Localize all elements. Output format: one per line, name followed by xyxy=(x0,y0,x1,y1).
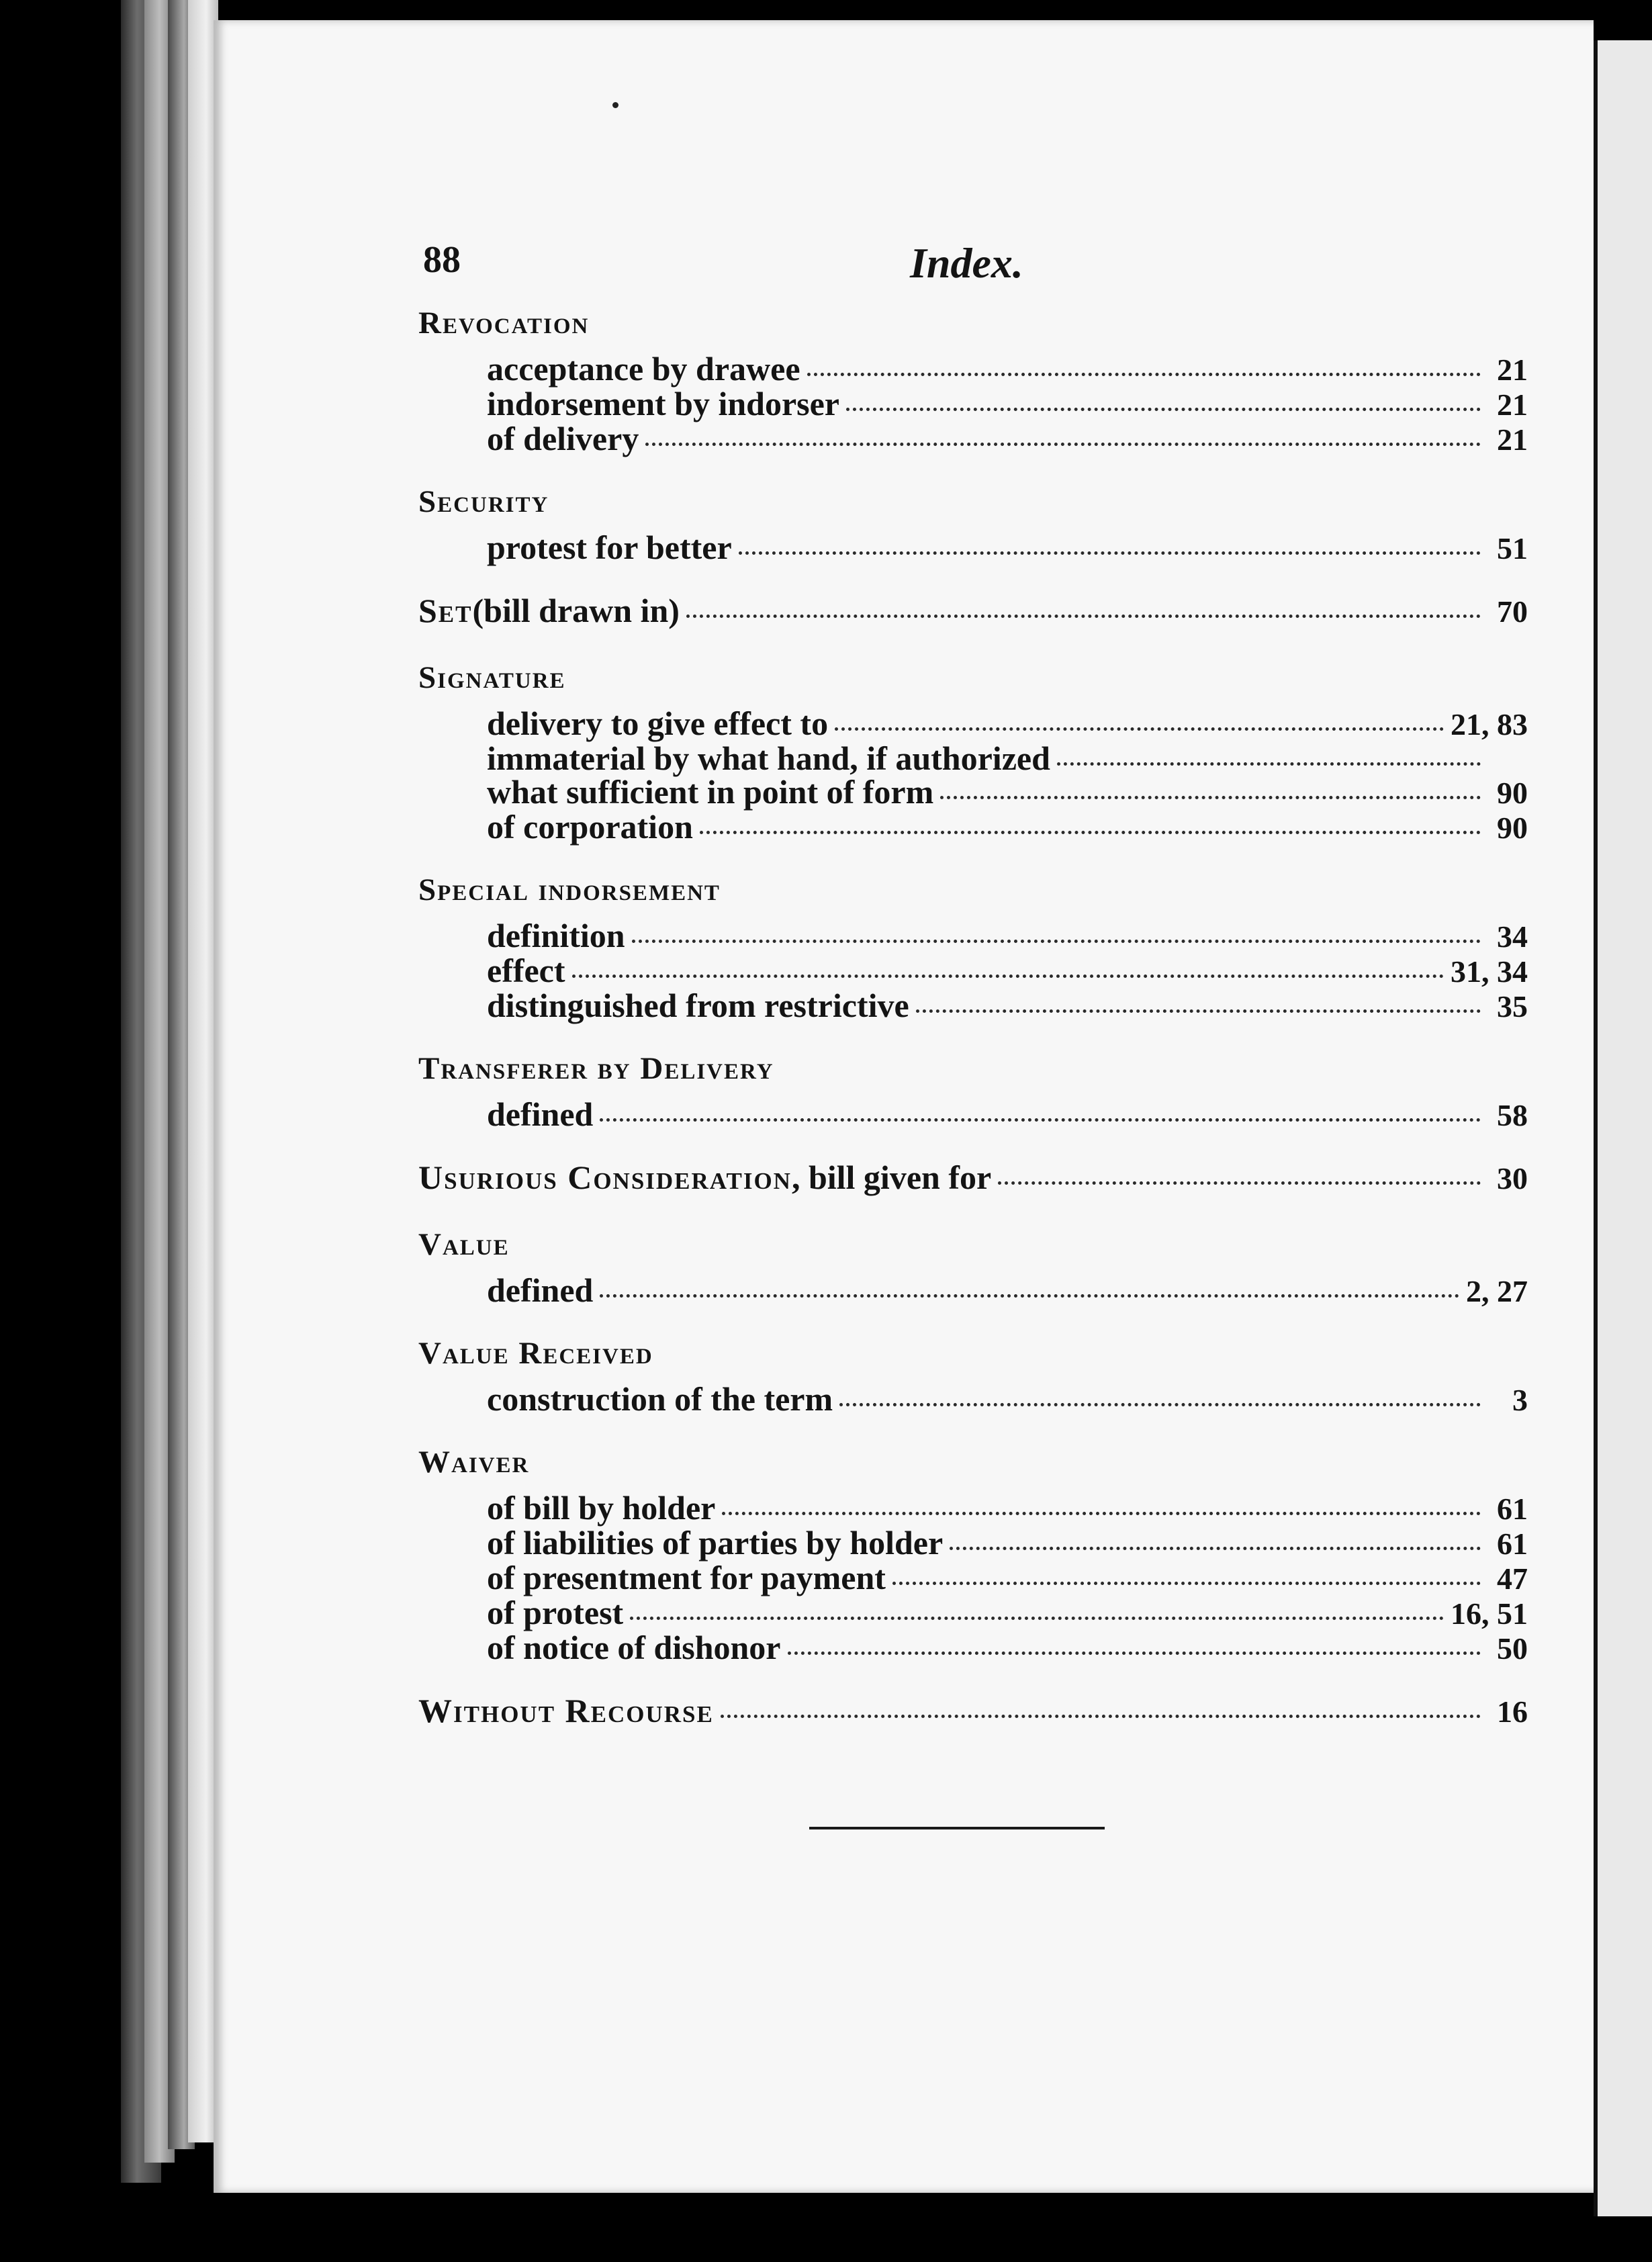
index-entry xyxy=(413,1596,1528,1631)
index-heading-suffix: , bill given for xyxy=(791,1159,992,1196)
page-reference: 21 xyxy=(1497,353,1528,387)
dot-leader xyxy=(788,1652,1481,1655)
index-section xyxy=(413,302,1528,457)
page-reference: 70 xyxy=(1497,594,1528,629)
dot-leader xyxy=(700,831,1481,834)
index-entry xyxy=(413,422,1528,457)
index-entry-term: of presentment for payment xyxy=(487,1559,886,1596)
page-reference: 50 xyxy=(1497,1631,1528,1666)
index-entry-term: of notice of dishonor xyxy=(487,1629,781,1666)
page-reference: 2, 27 xyxy=(1466,1274,1528,1308)
index-entry xyxy=(413,919,1528,954)
index-entry xyxy=(413,1491,1528,1526)
dot-leader xyxy=(835,727,1444,731)
index-list xyxy=(413,302,1528,1733)
page-header xyxy=(413,238,1528,302)
index-heading: Special indorsement xyxy=(418,872,721,907)
page-reference: 21 xyxy=(1497,422,1528,457)
index-entry-term: effect xyxy=(487,952,565,989)
index-section xyxy=(413,657,1528,845)
index-heading: Value Received xyxy=(418,1336,653,1371)
index-entry xyxy=(413,707,1528,741)
index-heading: Signature xyxy=(418,660,566,695)
index-heading: Waiver xyxy=(418,1445,530,1480)
page-reference: 34 xyxy=(1497,919,1528,954)
index-section xyxy=(413,1224,1528,1308)
facing-page-edge xyxy=(1594,40,1652,2216)
index-entry-term: distinguished from restrictive xyxy=(487,987,909,1024)
index-entry-term: of protest xyxy=(487,1594,624,1631)
page-reference: 16, 51 xyxy=(1451,1596,1528,1631)
page-reference: 61 xyxy=(1497,1492,1528,1526)
index-section xyxy=(413,1048,1528,1132)
index-entry xyxy=(413,387,1528,422)
dot-leader xyxy=(630,1617,1444,1620)
index-section xyxy=(413,1157,1528,1200)
page-reference: 21 xyxy=(1497,388,1528,422)
index-entry xyxy=(413,1273,1528,1308)
dot-leader xyxy=(839,1403,1481,1406)
index-heading-entry xyxy=(413,1690,1528,1733)
index-entry-term: what sufficient in point of form xyxy=(487,773,934,811)
dot-leader xyxy=(632,940,1481,943)
index-entry xyxy=(413,1382,1528,1417)
page-reference: 90 xyxy=(1497,776,1528,810)
dot-leader xyxy=(572,975,1444,978)
running-title: Index. xyxy=(910,239,1023,287)
index-entry-term: of corporation xyxy=(487,808,693,846)
dot-leader xyxy=(721,1715,1481,1718)
index-heading-suffix: (bill drawn in) xyxy=(472,592,680,629)
page-reference: 3 xyxy=(1512,1383,1528,1417)
page-reference: 30 xyxy=(1497,1161,1528,1195)
index-section xyxy=(413,1441,1528,1666)
index-entry-term: of bill by holder xyxy=(487,1489,716,1527)
dot-leader xyxy=(950,1547,1481,1550)
page-reference: 21, 83 xyxy=(1451,707,1528,741)
dot-leader xyxy=(1057,762,1481,766)
index-entry-term: defined xyxy=(487,1095,594,1133)
index-entry-term: acceptance by drawee xyxy=(487,350,800,388)
index-content xyxy=(413,238,1528,1829)
page-reference: 31, 34 xyxy=(1451,954,1528,989)
index-entry-term: definition xyxy=(487,917,625,954)
ink-speck xyxy=(612,102,618,108)
index-section xyxy=(413,1332,1528,1417)
index-entry xyxy=(413,352,1528,387)
index-heading: Value xyxy=(418,1227,510,1262)
dot-leader xyxy=(686,615,1481,618)
index-entry-term: delivery to give effect to xyxy=(487,705,829,742)
page-reference: 61 xyxy=(1497,1527,1528,1561)
page-number: 88 xyxy=(423,239,461,281)
index-entry-term: of delivery xyxy=(487,420,639,457)
dot-leader xyxy=(600,1294,1459,1298)
index-entry-term: defined xyxy=(487,1271,594,1309)
page-reference: 16 xyxy=(1497,1694,1528,1729)
index-heading: Security xyxy=(418,484,549,519)
index-entry-term: indorsement by indorser xyxy=(487,385,839,422)
index-entry-term: protest for better xyxy=(487,529,732,566)
end-rule xyxy=(809,1827,1105,1829)
index-entry-term: immaterial by what hand, if authorized xyxy=(487,739,1050,777)
dot-leader xyxy=(846,408,1481,411)
dot-leader xyxy=(998,1181,1481,1185)
index-entry xyxy=(413,1561,1528,1596)
index-entry-term: construction of the term xyxy=(487,1380,833,1418)
page-reference: 35 xyxy=(1497,989,1528,1024)
page-reference: 51 xyxy=(1497,531,1528,566)
index-section xyxy=(413,869,1528,1024)
index-section xyxy=(413,1690,1528,1733)
index-entry xyxy=(413,989,1528,1024)
dot-leader xyxy=(916,1009,1481,1013)
index-heading: Without Recourse xyxy=(418,1692,714,1729)
index-heading: Usurious Consideration xyxy=(418,1159,792,1196)
page-reference: 90 xyxy=(1497,811,1528,845)
dot-leader xyxy=(645,443,1481,446)
index-entry xyxy=(413,775,1528,810)
index-entry xyxy=(413,1526,1528,1561)
dot-leader xyxy=(600,1118,1481,1122)
index-section xyxy=(413,590,1528,633)
index-section xyxy=(413,481,1528,566)
index-heading-entry xyxy=(413,590,1528,633)
index-heading-entry xyxy=(413,1157,1528,1200)
index-entry xyxy=(413,1097,1528,1132)
page-reference: 47 xyxy=(1497,1562,1528,1596)
dot-leader xyxy=(940,796,1481,799)
index-entry-term: of liabilities of parties by holder xyxy=(487,1524,944,1562)
index-heading: Transferer by Delivery xyxy=(418,1051,774,1086)
index-entry xyxy=(413,741,1528,775)
dot-leader xyxy=(892,1582,1481,1585)
dot-leader xyxy=(807,373,1481,376)
dot-leader xyxy=(739,551,1481,555)
page-reference: 58 xyxy=(1497,1098,1528,1132)
index-entry xyxy=(413,1631,1528,1666)
index-heading: Revocation xyxy=(418,306,590,341)
index-entry xyxy=(413,954,1528,989)
dot-leader xyxy=(722,1512,1481,1515)
index-entry xyxy=(413,810,1528,845)
index-heading: Set xyxy=(418,592,473,629)
index-entry xyxy=(413,531,1528,566)
